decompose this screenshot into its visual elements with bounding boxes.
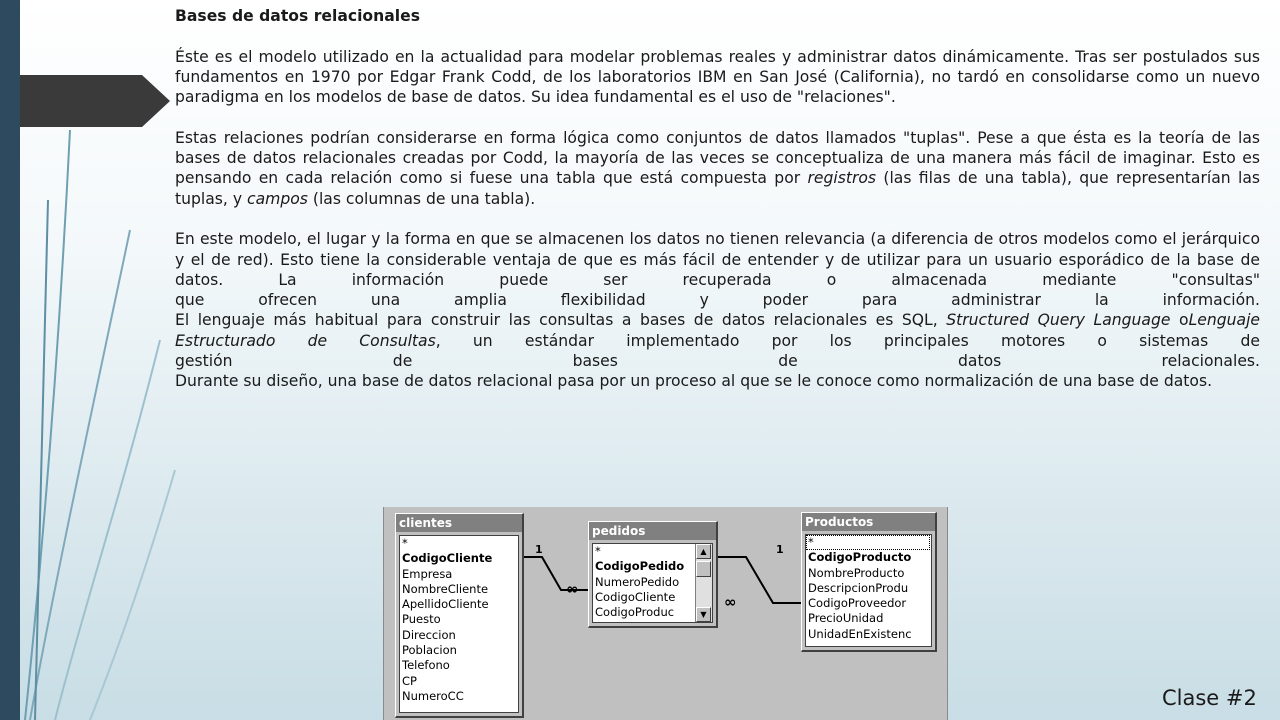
table-title: clientes <box>396 514 522 532</box>
main-text <box>175 6 1260 392</box>
field-item[interactable]: CodigoProducto <box>808 550 912 565</box>
relation-many-label-2: ∞ <box>724 593 737 611</box>
field-item[interactable]: * <box>595 544 601 558</box>
p2-text-e: (las columnas de una tabla). <box>307 189 536 208</box>
field-list <box>399 535 519 713</box>
field-item[interactable]: Telefono <box>402 658 450 673</box>
scroll-thumb[interactable] <box>696 561 711 577</box>
field-item[interactable]: * <box>806 535 930 550</box>
field-item[interactable]: Puesto <box>402 612 441 627</box>
paragraph-1: Éste es el modelo utilizado en la actualidad para modelar problemas reales y administrar datos dinámicamente. Tras ser postulados sus fundamentos en 1970 por Edgar Frank Codd, de los laboratorios IBM en San José (California), no tardó en consolidarse como un nuevo paradigma en los modelos de base de datos. Su idea fundamental es el uso de "relaciones". <box>175 47 1260 107</box>
paragraph-3a: En este modelo, el lugar y la forma en que se almacenen los datos no tienen relevancia (a diferencia de otros modelos como el jerárquico y el de red). Esto tiene la considerable ventaja de que es más fácil de entender y de utilizar para un usuario esporádico de la base de datos. La información puede ser recuperada o almacenada mediante "consultas" <box>175 230 1260 289</box>
table-clientes[interactable] <box>395 513 524 718</box>
paragraph-4-end: gestión de bases de datos relacionales. <box>175 352 1260 371</box>
p2-text-c: (las filas de una tabla), que representarían las tuplas, y <box>175 169 1261 208</box>
field-item[interactable]: NumeroPedido <box>595 574 680 589</box>
field-item[interactable]: NombreCliente <box>402 581 489 596</box>
slide-label: Clase #2 <box>1162 686 1257 710</box>
field-item[interactable]: DescripcionProdu <box>808 580 909 595</box>
vertical-scrollbar[interactable] <box>695 544 712 622</box>
field-item[interactable]: NombreProducto <box>808 565 905 580</box>
relation-one-label-1: 1 <box>535 543 543 556</box>
field-item[interactable]: ApellidoCliente <box>402 597 489 612</box>
arrow-banner-icon <box>20 75 170 127</box>
p2-italic-campos: campos <box>247 189 308 208</box>
paragraph-5: Durante su diseño, una base de datos relacional pasa por un proceso al que se le conoce como normalización de una base de datos. <box>175 372 1213 391</box>
field-item[interactable]: UnidadEnExistenc <box>808 626 912 641</box>
p2-text-a: Estas relaciones podrían considerarse en forma lógica como conjuntos de datos llamados "tuplas". Pese a que ésta es la teoría de las bases de datos relacionales creadas por Codd, la mayoría de las veces se conceptualiza de una manera más fácil de imaginar. Esto es pensando en cada relación como si fuese una tabla que está compuesta por <box>175 128 1260 188</box>
field-item[interactable]: Empresa <box>402 566 453 581</box>
relation-one-label-2: 1 <box>776 543 784 556</box>
paragraph-2 <box>175 128 1260 209</box>
scroll-down-icon[interactable]: ▼ <box>696 607 711 622</box>
field-item[interactable]: CodigoCliente <box>595 589 676 604</box>
field-item[interactable]: CodigoProduc <box>595 605 675 620</box>
table-pedidos[interactable] <box>588 521 718 628</box>
p2-italic-registros: registros <box>807 169 877 188</box>
field-list <box>592 543 713 623</box>
page-title: Bases de datos relacionales <box>175 7 420 25</box>
field-item[interactable]: * <box>402 536 408 550</box>
p4-italic-spanish-name: Lenguaje Estructurado de Consultas <box>175 311 1260 350</box>
p4-text-c: o <box>1170 311 1189 330</box>
field-item[interactable]: CodigoPedido <box>595 559 685 574</box>
relation-many-label-1: ∞ <box>566 580 579 598</box>
scroll-up-icon[interactable]: ▲ <box>696 544 711 559</box>
table-title: Productos <box>802 513 935 531</box>
field-item[interactable]: PrecioUnidad <box>808 611 884 626</box>
p4-text-e: , un estándar implementado por los principales motores o sistemas de <box>435 331 1260 350</box>
relationship-diagram <box>383 507 948 720</box>
field-item[interactable]: CodigoCliente <box>402 551 493 566</box>
field-item[interactable]: CP <box>402 673 417 688</box>
field-item[interactable]: Direccion <box>402 627 456 642</box>
paragraph-3b: que ofrecen una amplia flexibilidad y poder para administrar la información. <box>175 291 1260 310</box>
p4-italic-sql-name: Structured Query Language <box>946 311 1171 330</box>
field-item[interactable]: Poblacion <box>402 643 457 658</box>
field-list <box>805 534 932 647</box>
field-item[interactable]: CodigoProveedor <box>808 596 907 611</box>
table-title: pedidos <box>589 522 716 540</box>
p4-text-a: El lenguaje más habitual para construir las consultas a bases de datos relacionales es SQL, <box>175 311 947 330</box>
field-item[interactable]: NumeroCC <box>402 688 464 703</box>
table-productos[interactable] <box>801 512 937 652</box>
paragraph-4 <box>175 310 1260 351</box>
